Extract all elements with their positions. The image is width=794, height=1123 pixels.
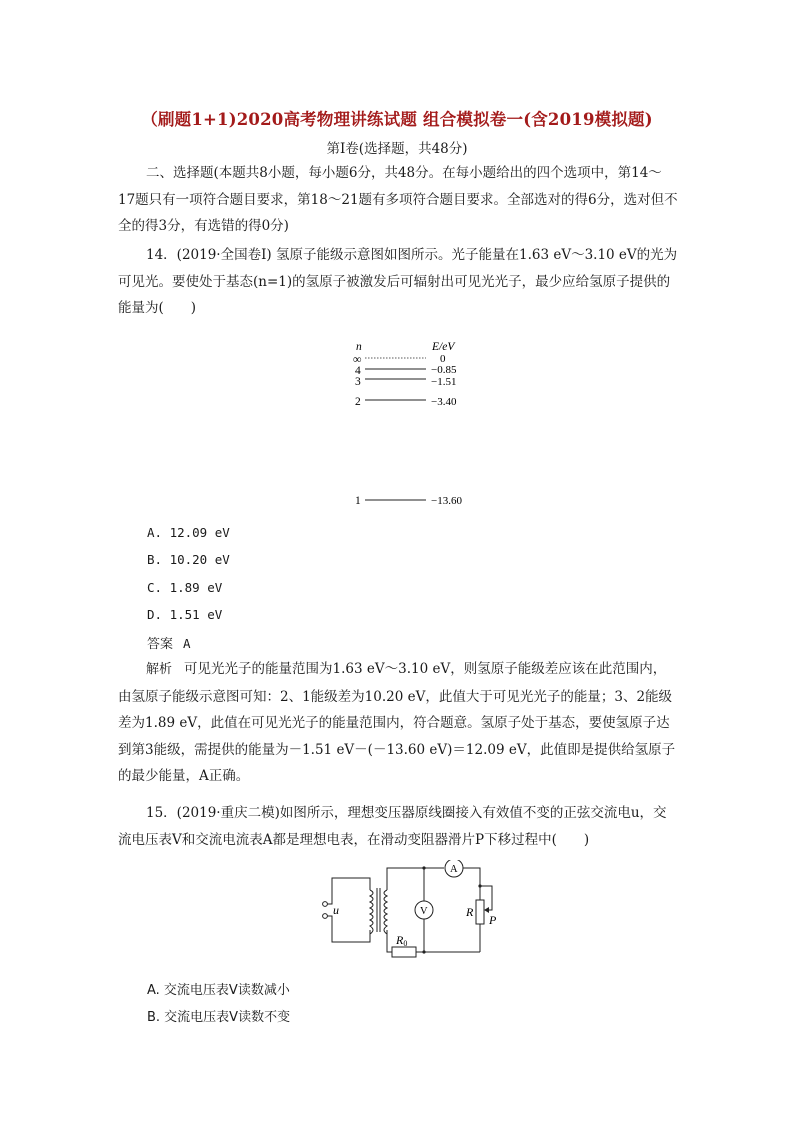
level-e-infinity: 0 (440, 353, 446, 365)
ammeter-label: A (450, 864, 458, 875)
resistor-r0-label (395, 933, 407, 948)
analysis-text: 可见光光子的能量范围为1.63 eV～3.10 eV，则氢原子能级差应该在此范围内，由氢原子能级示意图可知：2、1能级差为10.20 eV，此值大于可见光光子的能量；3、2能级差为1.89 eV，此值在可见光光子的能量范围内，符合题意。氢原子处于基态，要使氢原子达到第3能级，需提供的能量为－1.51 eV－(－13.60 eV)＝12.09 eV，此值即是提供给氢原子的最少能量，A正确。 (118, 661, 676, 784)
level-e-4: −0.85 (431, 364, 457, 376)
q14-option-a: A. 12.09 eV (147, 525, 230, 540)
question-14-stem: 14．(2019·全国卷Ⅰ) 氢原子能级示意图如图所示。光子能量在1.63 eV～3.10 eV的光为可见光。要使处于基态(n=1)的氢原子被激发后可辐射出可见光光子，最少应给氢原子提供的能量为( ) (118, 247, 678, 316)
level-n-1: 1 (355, 495, 361, 507)
resistor-r0-sub: 0 (403, 939, 408, 948)
resistor-r0-main: R (396, 933, 404, 947)
answer-value: A (183, 636, 191, 651)
section-instructions: 二、选择题(本题共8小题，每小题6分，共48分。在每小题给出的四个选项中，第14～17题只有一项符合题目要求，第18～21题有多项符合题目要求。全部选对的得6分，选对但不全的得3分，有选错的得0分) (118, 165, 678, 234)
q14-analysis (118, 656, 678, 790)
q14-option-c: C. 1.89 eV (147, 580, 223, 595)
energy-axis-label: E/eV (432, 341, 455, 353)
slider-p-label: P (489, 913, 497, 927)
level-n-3: 3 (355, 376, 361, 388)
voltmeter-label: V (420, 906, 428, 917)
transformer-circuit-diagram (316, 860, 506, 966)
source-u-label: u (333, 903, 339, 917)
q14-option-d: D. 1.51 eV (147, 607, 223, 622)
document-title: （刷题1+1)2020高考物理讲练试题 组合模拟卷一(含2019模拟题) (141, 110, 653, 129)
level-e-1: −13.60 (431, 495, 462, 507)
q14-answer (147, 633, 191, 652)
q15-option-b: B. 交流电压表V读数不变 (147, 1010, 291, 1025)
q14-option-b: B. 10.20 eV (147, 552, 230, 567)
answer-label: 答案 (147, 637, 174, 652)
question-15-stem: 15．(2019·重庆二模)如图所示，理想变压器原线圈接入有效值不变的正弦交流电u，交流电压表V和交流电流表A都是理想电表，在滑动变阻器滑片P下移过程中( ) (118, 805, 667, 848)
section-subtitle: 第Ⅰ卷(选择题，共48分) (326, 141, 468, 157)
q15-option-a: A. 交流电压表V读数减小 (147, 983, 290, 998)
level-n-2: 2 (355, 396, 361, 408)
analysis-label: 解析 (146, 662, 173, 677)
n-axis-label: n (356, 341, 362, 353)
level-e-2: −3.40 (431, 396, 457, 408)
level-e-3: −1.51 (431, 376, 457, 388)
level-n-4: 4 (355, 365, 361, 377)
rheostat-r-label: R (466, 905, 474, 919)
energy-level-diagram (330, 336, 490, 508)
level-n-infinity: ∞ (353, 352, 362, 366)
